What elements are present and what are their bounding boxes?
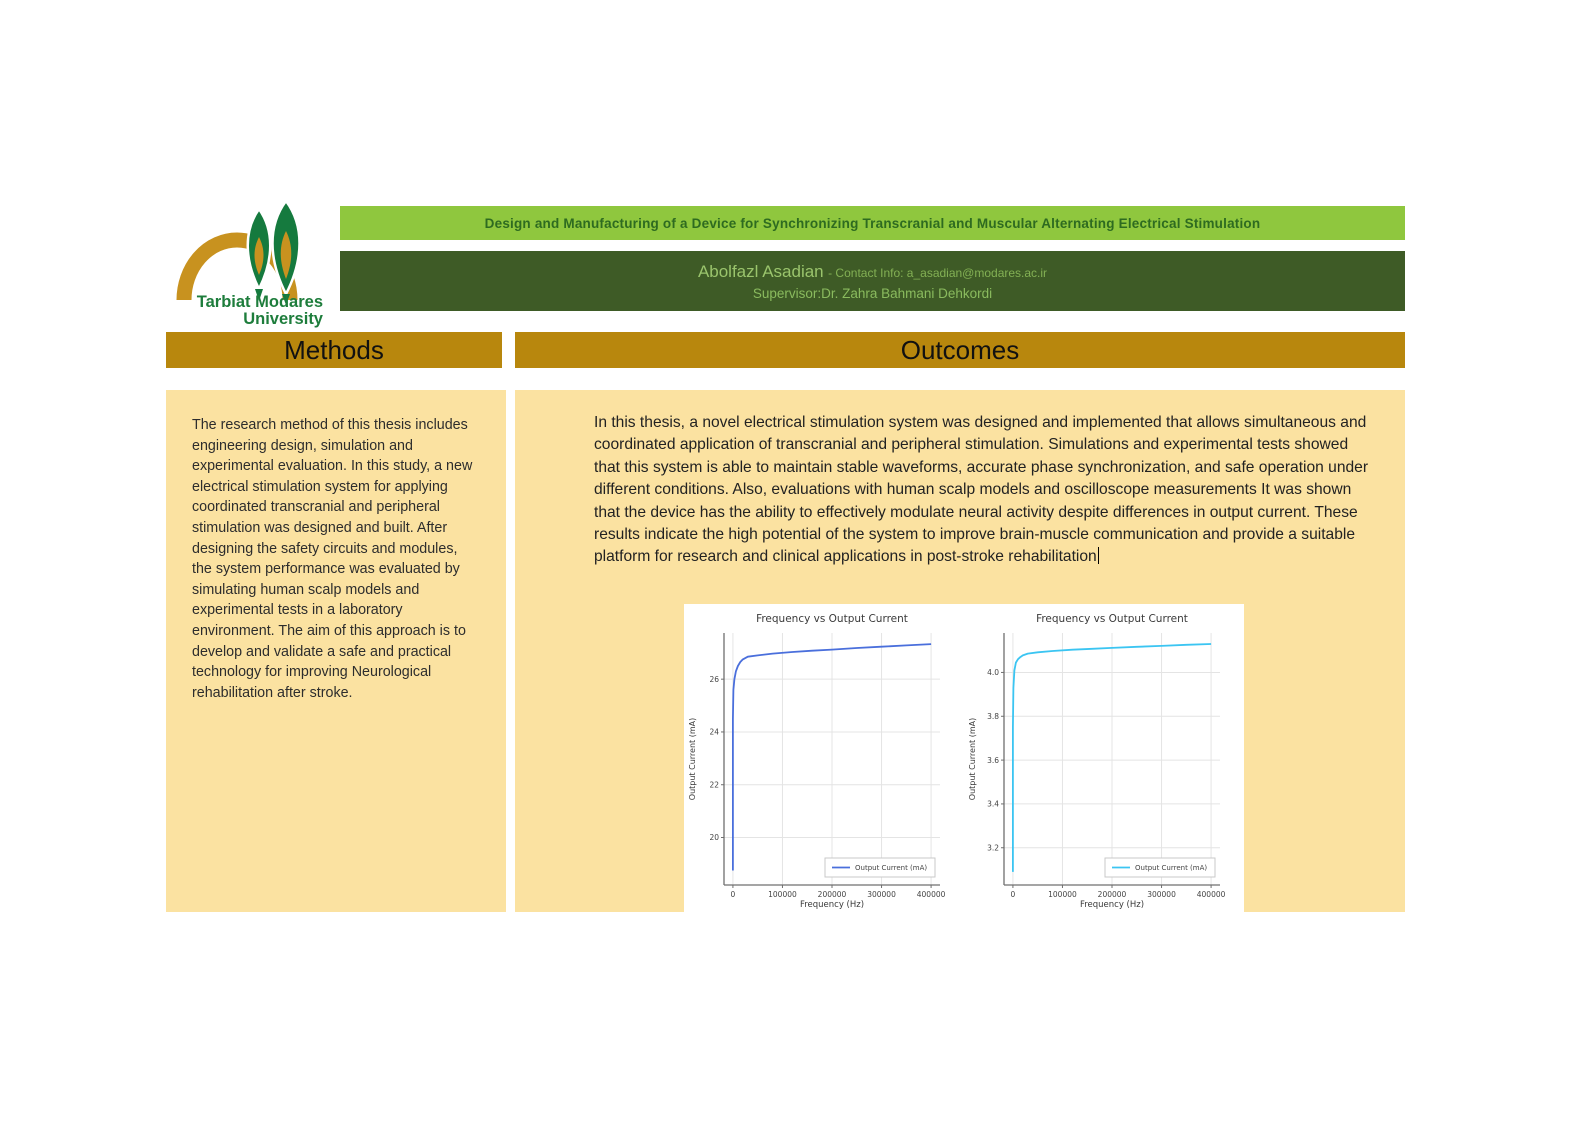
svg-text:Frequency vs Output Current: Frequency vs Output Current <box>1036 613 1188 625</box>
poster-title-bar <box>340 206 1405 240</box>
svg-text:100000: 100000 <box>768 890 797 899</box>
logo-text-line1: Tarbiat Modares <box>196 293 323 311</box>
svg-text:20: 20 <box>709 833 719 843</box>
svg-text:200000: 200000 <box>817 890 847 899</box>
text-cursor <box>1098 547 1099 564</box>
supervisor-line: Supervisor:Dr. Zahra Bahmani Dehkordi <box>752 285 993 301</box>
outcomes-body-text[interactable] <box>594 412 1372 569</box>
svg-text:300000: 300000 <box>867 890 896 899</box>
methods-heading: Methods <box>284 334 384 365</box>
svg-text:400000: 400000 <box>1196 890 1226 899</box>
svg-text:26: 26 <box>709 674 719 684</box>
author-bar <box>340 251 1405 311</box>
university-emblem-icon <box>166 197 346 330</box>
svg-text:4.0: 4.0 <box>987 668 999 678</box>
logo-text-line2: University <box>243 310 323 328</box>
svg-text:3.2: 3.2 <box>987 843 999 853</box>
svg-text:3.4: 3.4 <box>987 799 999 809</box>
outcomes-section-header <box>515 332 1405 368</box>
methods-panel <box>166 390 506 912</box>
svg-text:Frequency vs Output Current: Frequency vs Output Current <box>756 613 908 625</box>
tarbiat-modares-logo <box>166 197 346 330</box>
outcomes-text: In this thesis, a novel electrical stimulation system was designed and implemented that allows simultaneous and coordinated application of transcranial and peripheral stimulation. Simulations and experimental tests showed that this system is able to maintain stable waveforms, accurate phase synchronization, and safe operation under different conditions. Also, evaluations with human scalp models and oscilloscope measurements It was shown that the device has the ability to effectively modulate neural activity despite differences in output current. These results indicate the high potential of the system to improve brain-muscle communication and provide a suitable platform for research and clinical applications in post-stroke rehabilitation <box>594 414 1369 566</box>
svg-text:Output Current (mA): Output Current (mA) <box>688 717 697 801</box>
charts-block <box>684 604 1244 912</box>
methods-body-text: The research method of this thesis includes engineering design, simulation and experimental evaluation. In this study, a new electrical stimulation system for applying coordinated transcranial and peripheral stimulation was designed and built. After designing the safety circuits and modules, the system performance was evaluated by simulating human scalp models and experimental tests in a laboratory environment. The aim of this approach is to develop and validate a safe and practical technology for improving Neurological rehabilitation after stroke. <box>192 417 473 701</box>
svg-text:Output Current (mA): Output Current (mA) <box>855 864 928 872</box>
svg-text:3.8: 3.8 <box>987 711 999 721</box>
author-line <box>698 262 1047 282</box>
svg-text:Output Current (mA): Output Current (mA) <box>1135 864 1208 872</box>
author-name: Abolfazl Asadian <box>697 261 824 281</box>
svg-text:Output Current (mA): Output Current (mA) <box>968 717 977 801</box>
svg-text:Frequency (Hz): Frequency (Hz) <box>799 900 865 910</box>
frequency-vs-output-current-chart-cyan <box>964 604 1244 912</box>
svg-text:0: 0 <box>1010 890 1016 899</box>
svg-text:22: 22 <box>709 780 719 790</box>
svg-text:400000: 400000 <box>916 890 946 899</box>
methods-section-header <box>166 332 502 368</box>
svg-text:3.6: 3.6 <box>987 755 999 765</box>
svg-text:0: 0 <box>730 890 736 899</box>
svg-text:300000: 300000 <box>1147 890 1176 899</box>
outcomes-heading: Outcomes <box>900 334 1020 365</box>
svg-text:200000: 200000 <box>1097 890 1127 899</box>
svg-text:Frequency (Hz): Frequency (Hz) <box>1079 900 1145 910</box>
author-contact: - Contact Info: a_asadian@modares.ac.ir <box>828 265 1048 280</box>
svg-text:24: 24 <box>709 727 719 737</box>
poster-title: Design and Manufacturing of a Device for Synchronizing Transcranial and Muscular Alternating Electrical Stimulation <box>484 215 1261 231</box>
svg-text:100000: 100000 <box>1048 890 1077 899</box>
frequency-vs-output-current-chart-blue <box>684 604 964 912</box>
